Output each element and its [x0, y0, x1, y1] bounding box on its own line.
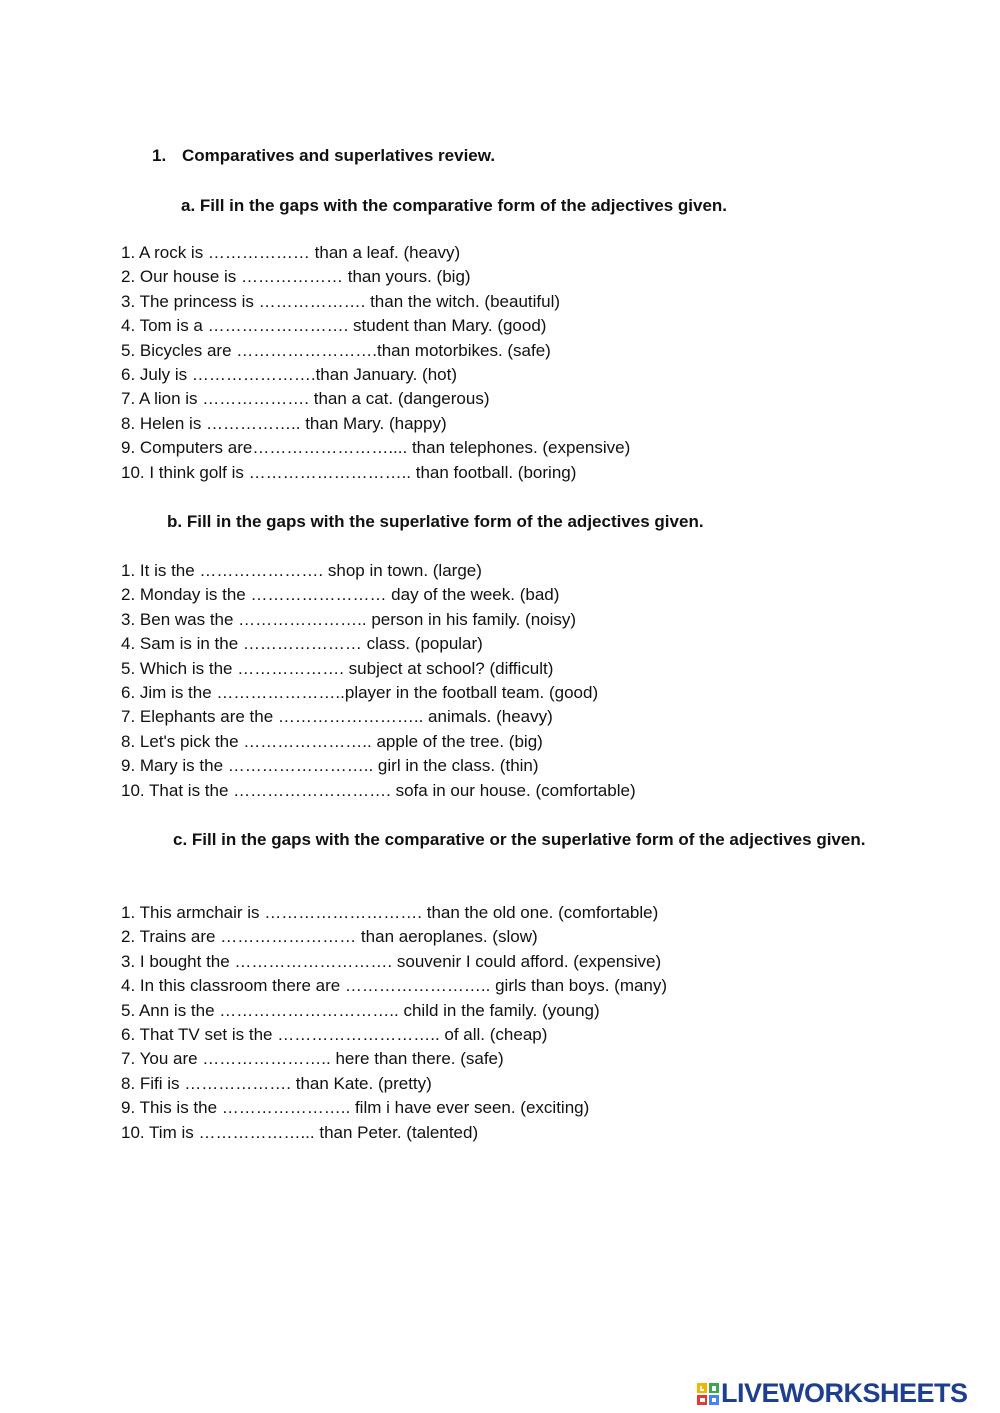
section-c-item-4: 4. In this classroom there are …………………….. girls than boys. (many)	[121, 976, 668, 996]
section-b-item-4: 4. Sam is in the ………………… class. (popular)	[121, 634, 483, 654]
section-b-heading: b. Fill in the gaps with the superlative form of the adjectives given.	[167, 512, 704, 531]
section-c-item-8: 8. Fifi is ………………. than Kate. (pretty)	[121, 1073, 432, 1093]
section-b-item-5: 5. Which is the ………………. subject at school? (difficult)	[121, 658, 554, 678]
section-a-item-8: 8. Helen is …………….. than Mary. (happy)	[121, 413, 447, 433]
page-title-number: 1.	[152, 146, 167, 165]
liveworksheets-watermark	[697, 1378, 968, 1409]
section-c-item-6: 6. That TV set is the ……………………….. of all. (cheap)	[121, 1024, 548, 1044]
page-title-text: Comparatives and superlatives review.	[182, 146, 496, 165]
section-c-item-9: 9. This is the ………………….. film i have ever seen. (exciting)	[121, 1098, 590, 1118]
section-c-list	[121, 901, 667, 1145]
section-c-item-3: 3. I bought the ………………………. souvenir I could afford. (expensive)	[121, 951, 662, 971]
section-a-item-9: 9. Computers are…………………….... than telephones. (expensive)	[121, 438, 631, 458]
section-b-item-10: 10. That is the ………………………. sofa in our house. (comfortable)	[121, 780, 636, 800]
section-b-item-3: 3. Ben was the ………………….. person in his family. (noisy)	[121, 609, 577, 629]
section-c-item-2: 2. Trains are …………………… than aeroplanes. (slow)	[121, 927, 538, 947]
section-c-item-7: 7. You are ………………….. here than there. (safe)	[121, 1049, 504, 1069]
liveworksheets-logo-text: LIVEWORKSHEETS	[721, 1378, 968, 1408]
section-a-item-5: 5. Bicycles are …………………….than motorbikes. (safe)	[121, 340, 551, 360]
section-a-item-3: 3. The princess is ………………. than the witch. (beautiful)	[121, 291, 561, 311]
section-c-item-1: 1. This armchair is ………………………. than the old one. (comfortable)	[121, 903, 659, 922]
section-b-item-2: 2. Monday is the …………………… day of the week. (bad)	[121, 585, 560, 605]
liveworksheets-logo-icon	[697, 1383, 719, 1405]
section-c-item-10: 10. Tim is ………………... than Peter. (talented)	[121, 1122, 479, 1142]
section-b-item-9: 9. Mary is the …………………….. girl in the class. (thin)	[121, 756, 539, 776]
section-a-item-6: 6. July is ………………….than January. (hot)	[121, 364, 458, 384]
section-b-item-1: 1. It is the …………………. shop in town. (large)	[121, 561, 482, 580]
page-title	[152, 146, 495, 166]
section-b-item-7: 7. Elephants are the …………………….. animals. (heavy)	[121, 707, 553, 727]
section-a-heading: a. Fill in the gaps with the comparative form of the adjectives given.	[181, 196, 728, 215]
section-b-list	[121, 559, 636, 803]
section-b-item-8: 8. Let's pick the ………………….. apple of the tree. (big)	[121, 731, 543, 751]
section-a-item-7: 7. A lion is ………………. than a cat. (dangerous)	[121, 389, 490, 409]
section-a-item-10: 10. I think golf is ……………………….. than football. (boring)	[121, 462, 577, 482]
section-a-item-2: 2. Our house is ……………… than yours. (big)	[121, 267, 471, 287]
section-a-item-1: 1. A rock is ……………… than a leaf. (heavy)	[121, 243, 461, 262]
section-c-item-5: 5. Ann is the ………………………….. child in the family. (young)	[121, 1000, 600, 1020]
section-b-item-6: 6. Jim is the …………………..player in the football team. (good)	[121, 682, 599, 702]
section-a-item-4: 4. Tom is a ……………………. student than Mary. (good)	[121, 316, 547, 336]
section-a-list	[121, 241, 630, 485]
section-c-heading: c. Fill in the gaps with the comparative or the superlative form of the adjectives given.	[173, 830, 866, 849]
